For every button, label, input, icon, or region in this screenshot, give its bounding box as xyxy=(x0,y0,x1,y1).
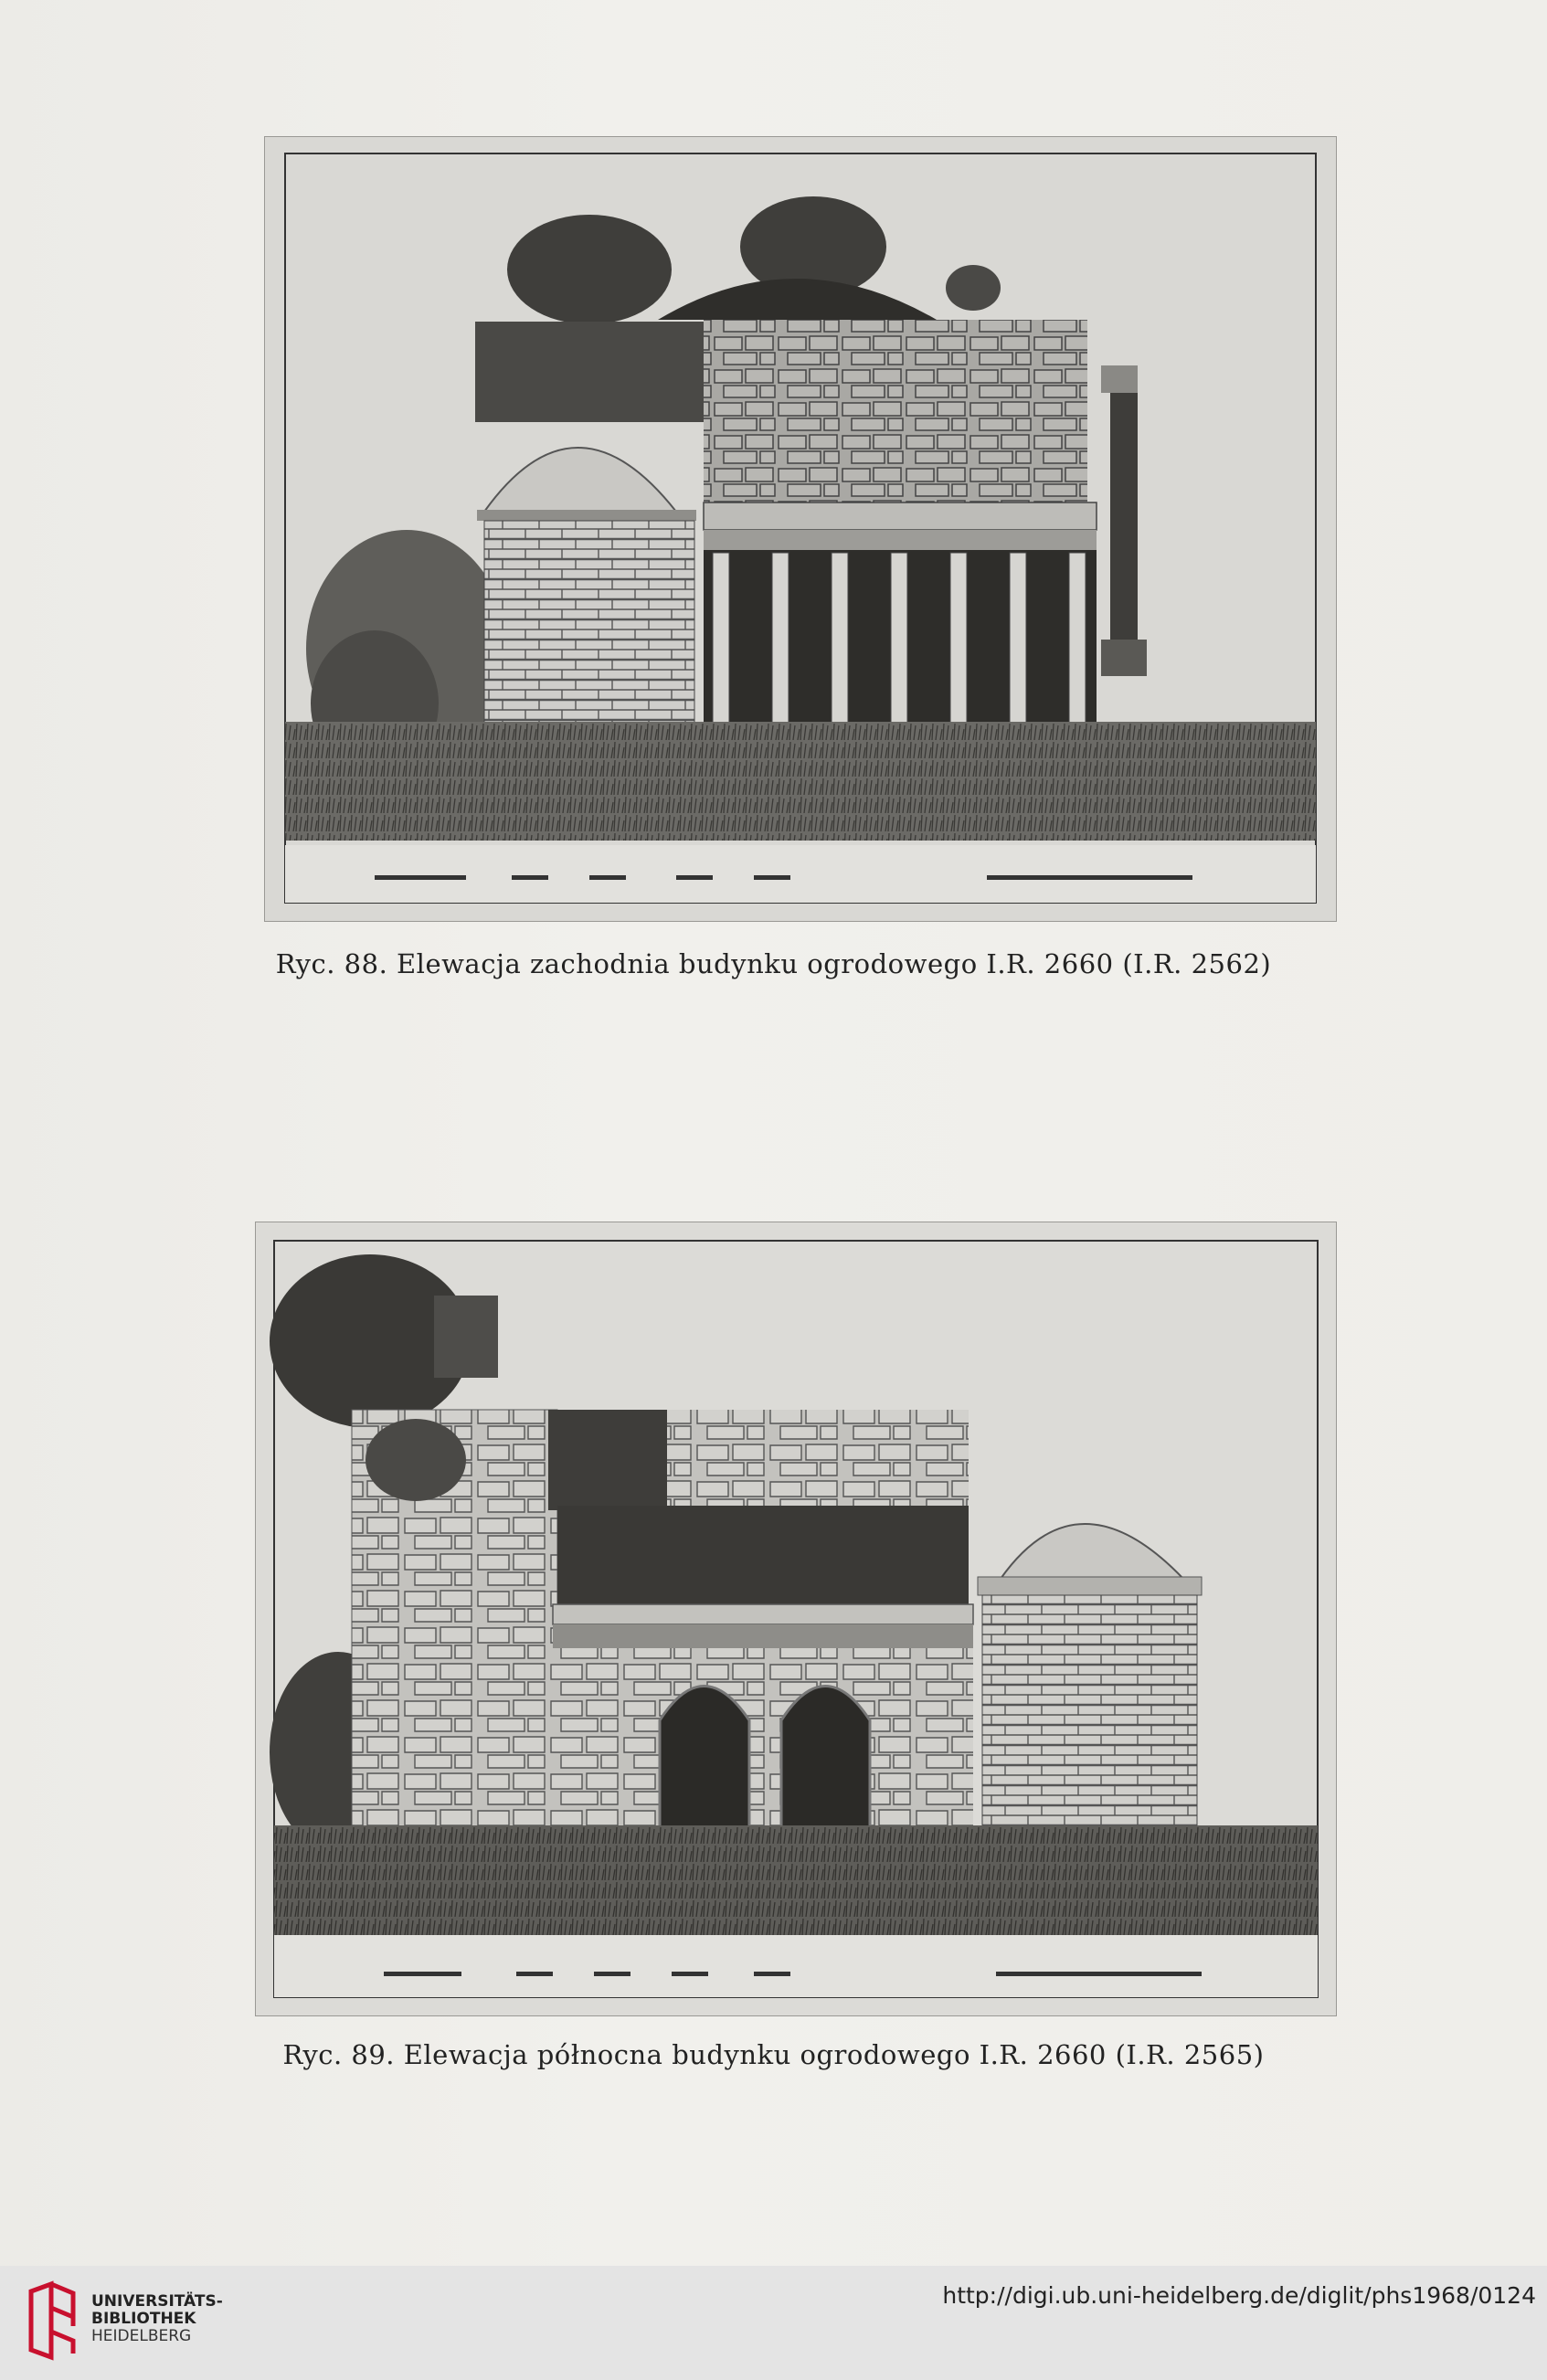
figure-89-image xyxy=(256,1222,1336,2015)
institution-name xyxy=(91,2293,223,2345)
figure-89-caption: Ryc. 89. Elewacja północna budynku ogrodowego I.R. 2660 (I.R. 2565) xyxy=(282,2039,1265,2070)
institution-line-1: UNIVERSITÄTS- xyxy=(91,2292,223,2311)
figure-88-engraving xyxy=(265,137,1336,921)
figure-89-engraving xyxy=(256,1222,1336,2015)
institution-line-3: HEIDELBERG xyxy=(91,2327,192,2345)
figure-88-caption: Ryc. 88. Elewacja zachodnia budynku ogrodowego I.R. 2660 (I.R. 2562) xyxy=(275,948,1272,979)
source-url-link[interactable]: http://digi.ub.uni-heidelberg.de/diglit/phs1968/0124 xyxy=(942,2282,1536,2309)
institution-line-2: BIBLIOTHEK xyxy=(91,2310,196,2328)
university-library-logo-icon xyxy=(24,2280,80,2363)
figure-88-image xyxy=(265,137,1336,921)
